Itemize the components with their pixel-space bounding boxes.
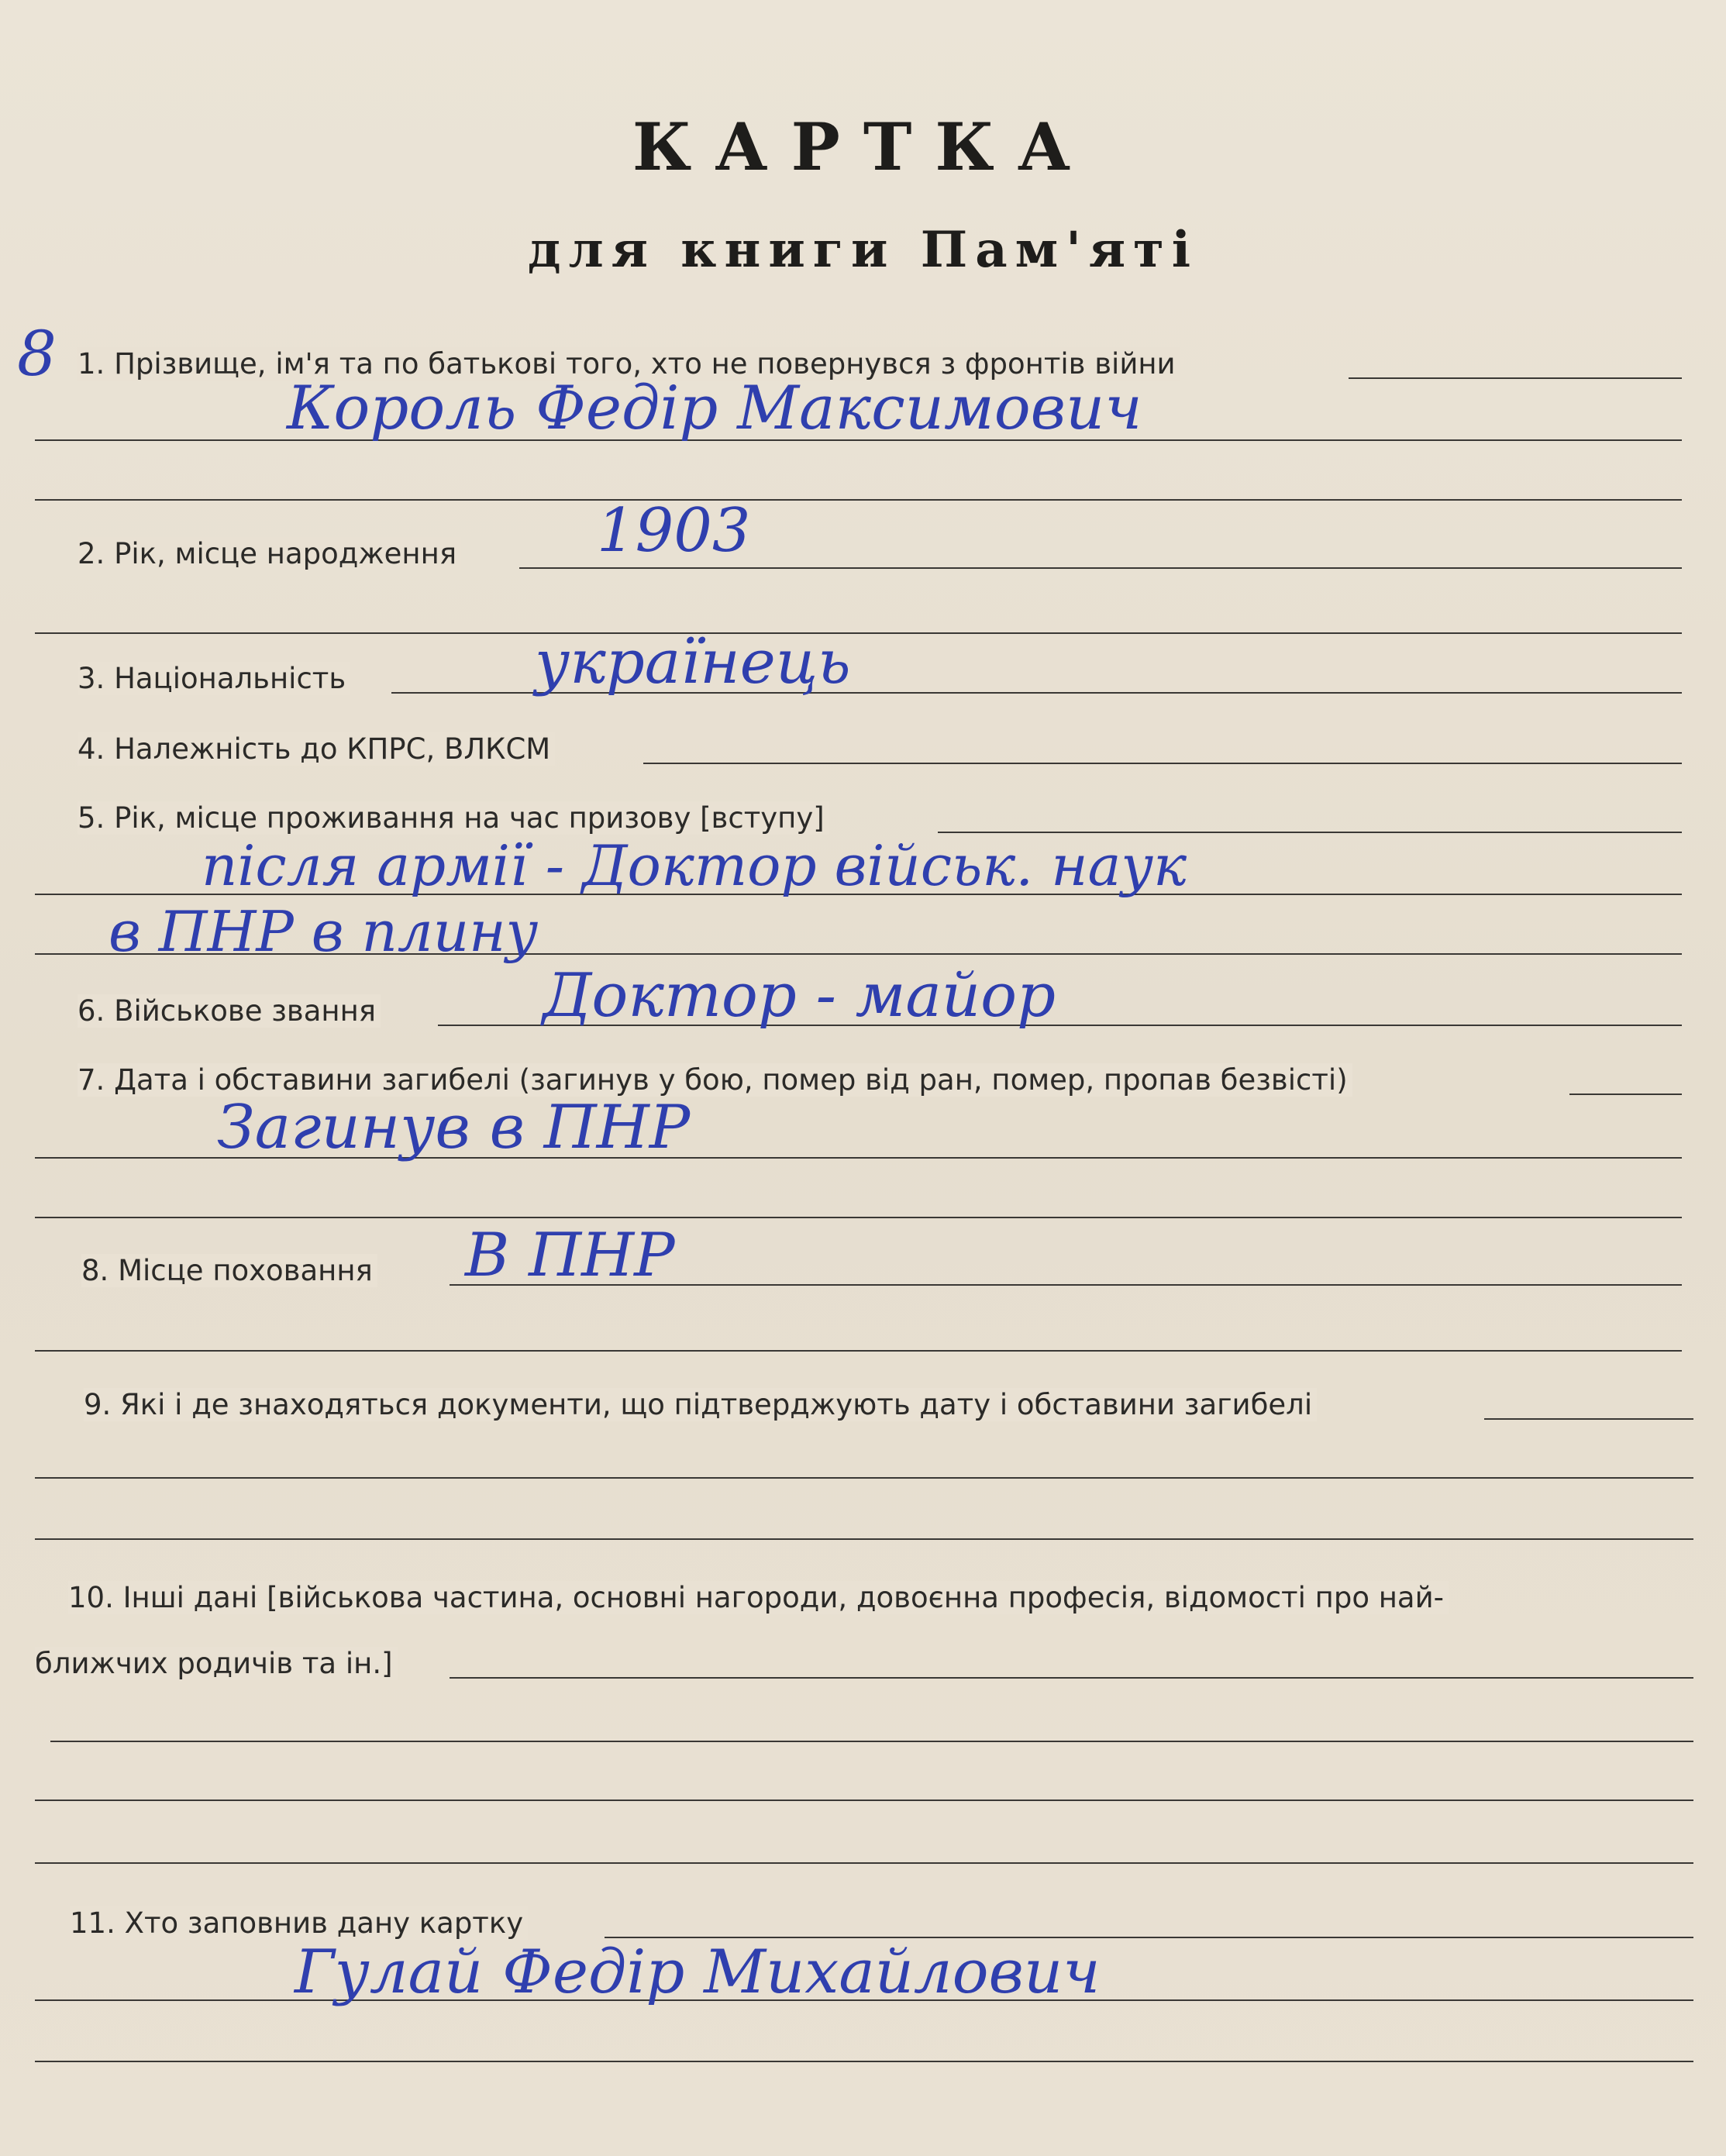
field-7-line-a[interactable] [1569, 1093, 1682, 1095]
field-11-line-c[interactable] [35, 2061, 1693, 2062]
field-9-label: 9. Які і де знаходяться документи, що підтверджують дату і обставини загибелі [84, 1388, 1317, 1421]
field-2-label: 2. Рік, місце народження [78, 537, 461, 570]
field-9-line-c[interactable] [35, 1538, 1693, 1540]
field-2-line-a[interactable] [519, 567, 1682, 569]
field-3-value: українець [535, 628, 851, 697]
field-11-value: Гулай Федір Михайлович [295, 1937, 1101, 2007]
field-6-value: Доктор - майор [543, 961, 1056, 1031]
field-7-line-c[interactable] [35, 1217, 1682, 1218]
field-7-label: 7. Дата і обставини загибелі (загинув у бою, помер від ран, помер, пропав безвісті) [78, 1063, 1352, 1097]
field-1-line-c[interactable] [35, 499, 1682, 501]
field-3-label: 3. Національність [78, 662, 350, 695]
field-10-label-line-2: ближчих родичів та ін.] [35, 1647, 398, 1680]
field-5-value-line-1: після армії - Доктор військ. наук [202, 833, 1187, 898]
field-8-line-b[interactable] [35, 1350, 1682, 1352]
field-1-value: Король Федір Максимович [287, 374, 1142, 443]
field-2-line-b[interactable] [35, 632, 1682, 634]
field-10-line-c[interactable] [35, 1800, 1693, 1801]
field-7-value: Загинув в ПНР [217, 1093, 691, 1162]
field-1-label: 1. Прізвище, ім'я та по батькові того, хто не повернувся з фронтів війни [78, 347, 1180, 381]
card-title: КАРТКА [632, 108, 1094, 185]
field-6-label: 6. Військове звання [78, 994, 381, 1028]
field-4-label: 4. Належність до КПРС, ВЛКСМ [78, 732, 555, 766]
field-4-line-a[interactable] [643, 763, 1682, 764]
field-10-line-b[interactable] [50, 1741, 1693, 1742]
card-subtitle: для книги Пам'яті [527, 221, 1199, 279]
margin-number-mark: 8 [17, 318, 57, 390]
field-11-label: 11. Хто заповнив дану картку [70, 1906, 528, 1940]
field-1-line-a[interactable] [1349, 377, 1682, 379]
field-2-value: 1903 [597, 496, 751, 566]
field-9-line-b[interactable] [35, 1477, 1693, 1479]
field-9-line-a[interactable] [1484, 1418, 1693, 1420]
field-10-line-d[interactable] [35, 1862, 1693, 1864]
field-5-value-line-2: в ПНР в плину [109, 899, 539, 964]
field-10-line-a[interactable] [450, 1677, 1693, 1679]
field-8-value: В ПНР [465, 1221, 675, 1290]
field-10-label-line-1: 10. Інші дані [військова частина, основні нагороди, довоєнна професія, відомості про най- [68, 1581, 1449, 1614]
field-8-label: 8. Місце поховання [81, 1254, 377, 1287]
field-5-label: 5. Рік, місце проживання на час призову [вступу] [78, 801, 829, 835]
